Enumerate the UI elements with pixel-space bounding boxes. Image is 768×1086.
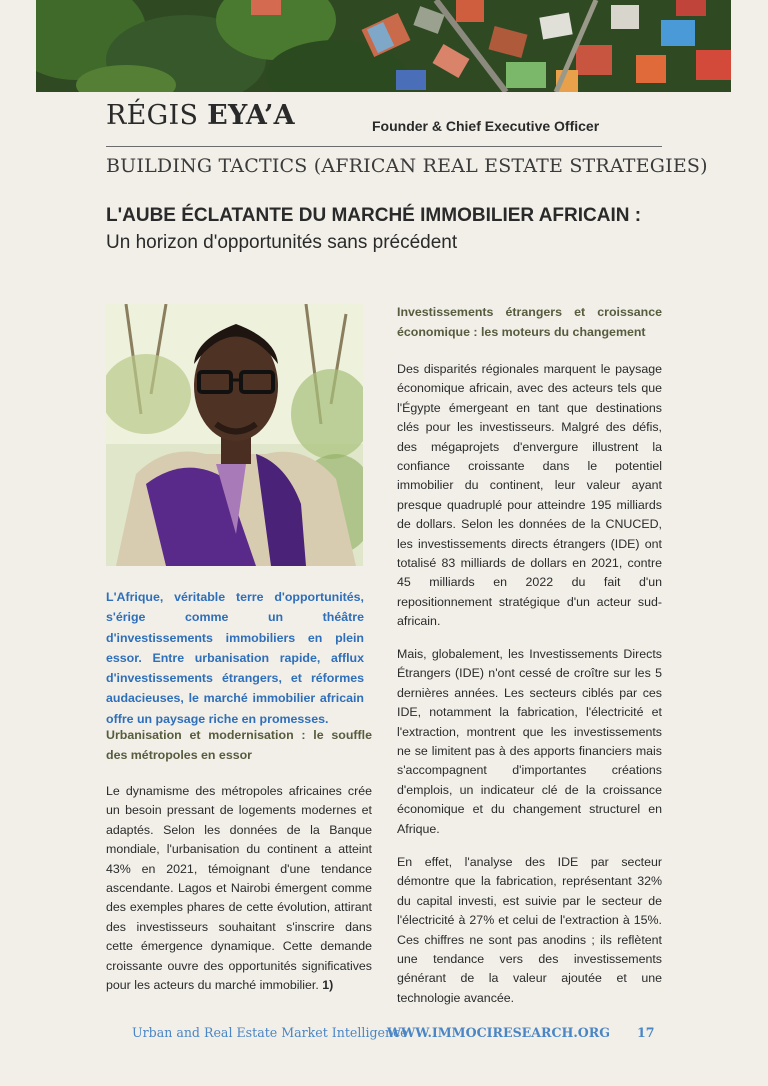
body-urbanisation-text: Le dynamisme des métropoles africaines crée un besoin pressant de logements modernes et adaptés. Selon les données de la Banque mondiale, l'urbanisation du continent a atteint 43% en 2021, témoignant d'une tendance ascendante. Lagos et Nairobi émergent comme des exemples phares de cette évolution, attirant des investisseurs souhaitant s'inscrire dans cette émergence dynamique. Cette demande croissante ouvre des opportunités significatives pour les acteurs du marché immobilier. <box>106 784 372 993</box>
author-photo <box>106 304 363 566</box>
headline-rest: Un horizon d'opportunités sans précédent <box>106 232 458 253</box>
body-paragraph-3: En effet, l'analyse des IDE par secteur démontre que la fabrication, représentant 32% du capital investi, est suivie par le secteur de l'électricité à 27% et celui de l'extraction à 15%. Ces chiffres ne sont pas anodins ; ils reflètent une tendance vers des investissements générant de la valeur ajoutée et une technologie avancée. <box>397 855 662 1005</box>
lead-paragraph: L'Afrique, véritable terre d'opportunités, s'érige comme un théâtre d'investissements immobiliers en plein essor. Entre urbanisation rapide, afflux d'investissements étrangers, et réformes audacieuses, le marché immobilier africain offre un paysage riche en promesses. <box>106 590 364 726</box>
author-role: Founder & Chief Executive Officer <box>372 118 600 134</box>
footer-website-link[interactable]: WWW.IMMOCIRESEARCH.ORG <box>387 1025 611 1040</box>
author-first-name: RÉGIS <box>106 100 199 131</box>
headline-bold: L'AUBE ÉCLATANTE DU MARCHÉ IMMOBILIER AFRICAIN : <box>106 205 642 226</box>
subheading-investissements: Investissements étrangers et croissance économique : les moteurs du changement <box>397 305 662 339</box>
header-divider <box>106 146 662 147</box>
author-last-name: EYA’A <box>207 100 295 131</box>
footnote-ref: 1) <box>318 978 334 993</box>
body-urbanisation <box>106 782 372 995</box>
section-title: BUILDING TACTICS (AFRICAN REAL ESTATE STRATEGIES) <box>106 155 708 177</box>
page-number: 17 <box>637 1025 655 1040</box>
body-paragraph-2: Mais, globalement, les Investissements Directs Étrangers (IDE) n'ont cessé de croître sur les 5 dernières années. Les secteurs ciblés par ces IDE, notamment la fabrication, l'électricité et l'extraction, montrent que les investissements ne se limitent pas à des apports financiers mais s'accompagnent d'importantes créations d'emplois, un indicateur clé de la croissance économique et du changement structurel en Afrique. <box>397 647 662 836</box>
body-paragraph-1: Des disparités régionales marquent le paysage économique africain, avec des acteurs tels que l'Égypte émergeant en tant que destinations clés pour les investisseurs. Malgré des défis, des mégaprojets d'envergure illustrent la confiance croissante dans le potentiel immobilier du continent, leur valeur ayant presque quadruplé pour atteindre 195 milliards de dollars. Selon les données de la CNUCED, les investissements directs étrangers (IDE) ont totalisé 83 milliards de dollars en 2021, contre 45 milliards en 2022 du fait d'un repositionnement stratégique d'un acteur sud-africain. <box>397 362 662 629</box>
article-headline <box>106 202 666 256</box>
aerial-city-banner <box>36 0 731 92</box>
author-name <box>106 100 295 131</box>
subheading-urbanisation: Urbanisation et modernisation : le souffle des métropoles en essor <box>106 728 372 762</box>
footer-publication: Urban and Real Estate Market Intelligence <box>132 1025 408 1040</box>
